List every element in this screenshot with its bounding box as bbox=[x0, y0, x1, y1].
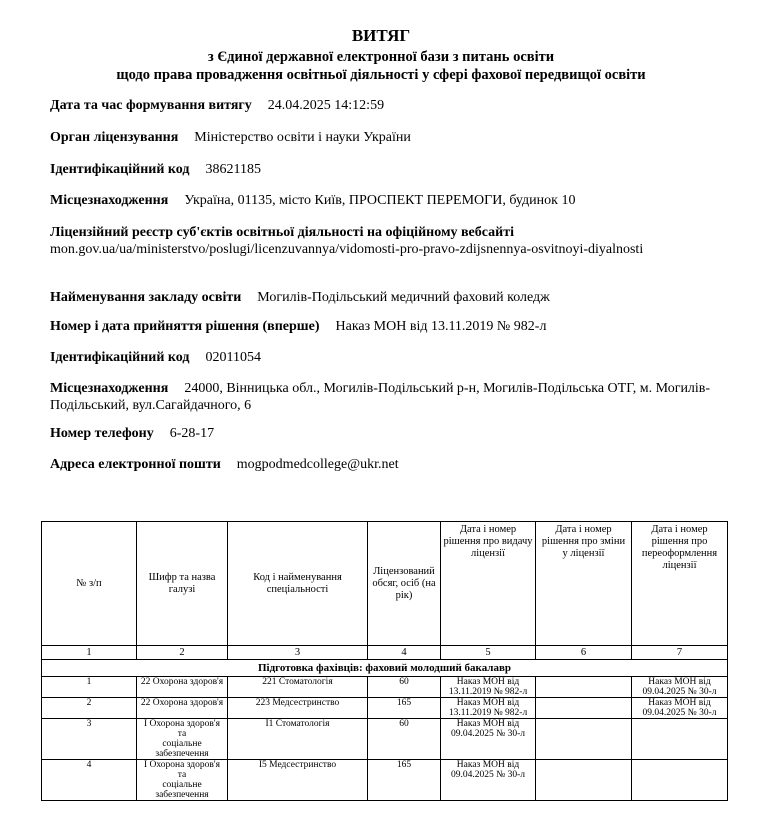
row-field bbox=[137, 760, 228, 801]
row-specialty: I1 Стоматологія bbox=[228, 719, 368, 760]
licensing-authority-row bbox=[50, 129, 730, 146]
row-field-line1: I Охорона здоров'я та bbox=[144, 760, 220, 780]
institution-name-label: Найменування закладу освіти bbox=[50, 290, 242, 305]
license-table bbox=[41, 521, 728, 801]
column-number: 3 bbox=[228, 646, 368, 660]
row-volume: 60 bbox=[368, 719, 441, 760]
row-reissue-line1: Наказ МОН від bbox=[648, 677, 711, 687]
row-volume: 165 bbox=[368, 698, 441, 719]
row-issue-line1: Наказ МОН від bbox=[456, 719, 520, 729]
row-field-line3: забезпечення bbox=[155, 749, 209, 759]
row-number: 1 bbox=[42, 677, 137, 698]
row-field-line2: соціальне bbox=[162, 739, 202, 749]
column-number: 4 bbox=[368, 646, 441, 660]
column-number: 6 bbox=[536, 646, 632, 660]
registry-url[interactable]: mon.gov.ua/ua/ministerstvo/poslugi/licenzuvannya/vidomosti-pro-pravo-zdijsnennya-osvitnoyi-diyalnosti bbox=[50, 242, 644, 257]
authority-id-code-row bbox=[50, 161, 730, 178]
institution-id-code-label: Ідентифікаційний код bbox=[50, 350, 190, 365]
decision-row bbox=[50, 318, 730, 335]
row-issue-decision bbox=[441, 677, 536, 698]
row-issue-line2: 13.11.2019 № 982-л bbox=[448, 687, 528, 697]
header-field: Шифр та назва галузі bbox=[137, 522, 228, 646]
row-reissue-decision bbox=[632, 677, 728, 698]
row-reissue-decision bbox=[632, 719, 728, 760]
header-change-decision: Дата і номер рішення про зміни у ліцензії bbox=[536, 522, 632, 646]
column-number: 2 bbox=[137, 646, 228, 660]
decision-value: Наказ МОН від 13.11.2019 № 982-л bbox=[335, 319, 547, 334]
row-field-line3: забезпечення bbox=[155, 790, 209, 800]
row-field-line2: соціальне bbox=[162, 780, 202, 790]
authority-location-value: Україна, 01135, місто Київ, ПРОСПЕКТ ПЕРЕМОГИ, будинок 10 bbox=[184, 193, 576, 208]
institution-name-value: Могилів-Подільський медичний фаховий коледж bbox=[257, 290, 550, 305]
authority-id-code-value: 38621185 bbox=[205, 162, 261, 177]
row-reissue-decision bbox=[632, 698, 728, 719]
row-reissue-line1: Наказ МОН від bbox=[648, 698, 711, 708]
row-issue-line2: 09.04.2025 № 30-л bbox=[451, 729, 525, 739]
row-issue-decision bbox=[441, 719, 536, 760]
column-number: 1 bbox=[42, 646, 137, 660]
institution-location-value-line2: Подільський, вул.Сагайдачного, 6 bbox=[50, 398, 252, 413]
header-issue-decision: Дата і номер рішення про видачу ліцензії bbox=[441, 522, 536, 646]
licensing-authority-label: Орган ліцензування bbox=[50, 130, 179, 145]
extract-datetime-row bbox=[50, 97, 730, 114]
email-value[interactable]: mogpodmedcollege@ukr.net bbox=[236, 457, 399, 472]
registry-label: Ліцензійний реєстр суб'єктів освітньої діяльності на офіційному вебсайті bbox=[50, 225, 514, 240]
authority-location-row bbox=[50, 192, 730, 209]
header-reissue-decision: Дата і номер рішення про переоформлення ліцензії bbox=[632, 522, 728, 646]
row-change-decision bbox=[536, 698, 632, 719]
institution-id-code-value: 02011054 bbox=[205, 350, 261, 365]
header-specialty: Код і найменування спеціальності bbox=[228, 522, 368, 646]
institution-location-value-line1: 24000, Вінницька обл., Могилів-Подільський р-н, Могилів-Подільська ОТГ, м. Могилів- bbox=[184, 381, 711, 396]
row-field: 22 Охорона здоров'я bbox=[137, 677, 228, 698]
row-volume: 165 bbox=[368, 760, 441, 801]
row-number: 2 bbox=[42, 698, 137, 719]
header-volume: Ліцензований обсяг, осіб (на рік) bbox=[368, 522, 441, 646]
phone-row bbox=[50, 425, 730, 442]
extract-datetime-label: Дата та час формування витягу bbox=[50, 98, 252, 113]
row-change-decision bbox=[536, 677, 632, 698]
row-reissue-line2: 09.04.2025 № 30-л bbox=[642, 687, 717, 697]
row-field: 22 Охорона здоров'я bbox=[137, 698, 228, 719]
institution-id-code-row bbox=[50, 349, 730, 366]
row-reissue-line2: 09.04.2025 № 30-л bbox=[642, 708, 717, 718]
row-change-decision bbox=[536, 760, 632, 801]
authority-id-code-label: Ідентифікаційний код bbox=[50, 162, 190, 177]
row-number: 4 bbox=[42, 760, 137, 801]
row-specialty: I5 Медсестринство bbox=[228, 760, 368, 801]
institution-name-row bbox=[50, 289, 730, 306]
row-issue-decision bbox=[441, 698, 536, 719]
document-title: ВИТЯГ bbox=[351, 26, 411, 45]
row-issue-line1: Наказ МОН від bbox=[456, 698, 520, 708]
section-title: Підготовка фахівців: фаховий молодший бакалавр bbox=[42, 660, 728, 677]
authority-location-label: Місцезнаходження bbox=[50, 193, 169, 208]
document-subtitle-2: щодо права провадження освітньої діяльності у сфері фахової передвищої освіти bbox=[116, 67, 646, 83]
institution-location-label: Місцезнаходження bbox=[50, 381, 169, 396]
phone-label: Номер телефону bbox=[50, 426, 154, 441]
registry-row bbox=[50, 224, 730, 258]
row-volume: 60 bbox=[368, 677, 441, 698]
row-issue-line2: 09.04.2025 № 30-л bbox=[451, 770, 525, 780]
table-row bbox=[42, 719, 728, 760]
row-reissue-decision bbox=[632, 760, 728, 801]
row-specialty: 223 Медсестринство bbox=[228, 698, 368, 719]
table-row bbox=[42, 677, 728, 698]
table-row bbox=[42, 698, 728, 719]
row-number: 3 bbox=[42, 719, 137, 760]
decision-label: Номер і дата прийняття рішення (вперше) bbox=[50, 319, 320, 334]
row-specialty: 221 Стоматологія bbox=[228, 677, 368, 698]
row-issue-decision bbox=[441, 760, 536, 801]
email-row bbox=[50, 456, 730, 473]
column-numbers-row bbox=[42, 646, 728, 660]
extract-datetime-value: 24.04.2025 14:12:59 bbox=[267, 98, 385, 113]
table-row bbox=[42, 760, 728, 801]
row-issue-line2: 13.11.2019 № 982-л bbox=[448, 708, 528, 718]
column-number: 7 bbox=[632, 646, 728, 660]
row-change-decision bbox=[536, 719, 632, 760]
document-subtitle-1: з Єдиної державної електронної бази з питань освіти bbox=[207, 49, 555, 65]
header-number: № з/п bbox=[42, 522, 137, 646]
row-field bbox=[137, 719, 228, 760]
row-issue-line1: Наказ МОН від bbox=[456, 760, 520, 770]
licensing-authority-value: Міністерство освіти і науки України bbox=[194, 130, 411, 145]
institution-location-row bbox=[50, 380, 730, 414]
phone-value: 6-28-17 bbox=[169, 426, 215, 441]
row-field-line1: I Охорона здоров'я та bbox=[144, 719, 220, 739]
row-issue-line1: Наказ МОН від bbox=[456, 677, 520, 687]
column-number: 5 bbox=[441, 646, 536, 660]
email-label: Адреса електронної пошти bbox=[50, 457, 221, 472]
